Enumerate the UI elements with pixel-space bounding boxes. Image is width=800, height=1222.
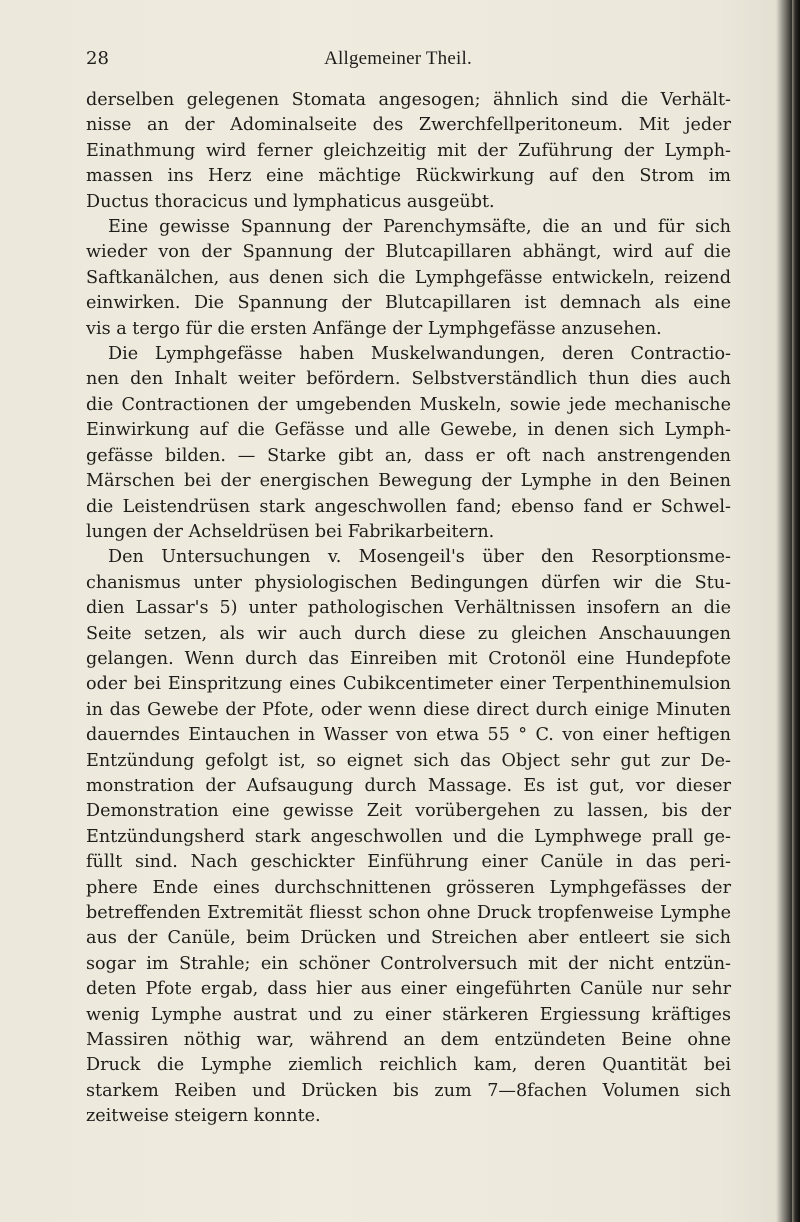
running-title: Allgemeiner Theil.: [324, 48, 472, 69]
text-line: sogar im Strahle; ein schöner Controlversuch mit der nicht entzün-: [86, 953, 731, 974]
text-line: in das Gewebe der Pfote, oder wenn diese direct durch einige Minuten: [86, 699, 731, 720]
text-line: nisse an der Adominalseite des Zwerchfellperitoneum. Mit jeder: [86, 115, 731, 136]
text-line: Einathmung wird ferner gleichzeitig mit der Zuführung der Lymph-: [86, 140, 731, 161]
text-line: lungen der Achseldrüsen bei Fabrikarbeitern.: [86, 521, 495, 542]
text-line: füllt sind. Nach geschickter Einführung einer Canüle in das peri-: [86, 852, 731, 873]
text-line: nen den Inhalt weiter befördern. Selbstverständlich thun dies auch: [86, 369, 731, 390]
body-text: [86, 88, 731, 1130]
page-number: 28: [86, 48, 109, 69]
text-line: derselben gelegenen Stomata angesogen; ähnlich sind die Verhält-: [86, 90, 731, 110]
text-line: Massiren nöthig war, während an dem entzündeten Beine ohne: [86, 1030, 731, 1051]
text-line: Demonstration eine gewisse Zeit vorübergehen zu lassen, bis der: [86, 801, 731, 822]
text-line: Druck die Lymphe ziemlich reichlich kam, deren Quantität bei: [86, 1055, 731, 1076]
text-line: Die Lymphgefässe haben Muskelwandungen, deren Contractio-: [108, 344, 731, 365]
text-line: betreffenden Extremität fliesst schon ohne Druck tropfenweise Lymphe: [86, 903, 731, 923]
text-line: wieder von der Spannung der Blutcapillaren abhängt, wird auf die: [86, 242, 731, 263]
text-line: Ductus thoracicus und lymphaticus ausgeübt.: [86, 191, 495, 212]
text-line: aus der Canüle, beim Drücken und Streichen aber entleert sie sich: [86, 928, 731, 949]
page-header: [86, 48, 710, 74]
text-line: Märschen bei der energischen Bewegung der Lymphe in den Beinen: [86, 471, 731, 492]
text-line: Entzündung gefolgt ist, so eignet sich das Object sehr gut zur De-: [86, 750, 731, 771]
text-line: deten Pfote ergab, dass hier aus einer eingeführten Canüle nur sehr: [86, 979, 731, 1000]
text-line: vis a tergo für die ersten Anfänge der Lymphgefässe anzusehen.: [86, 318, 662, 339]
text-line: Den Untersuchungen v. Mosengeil's über den Resorptionsme-: [108, 547, 731, 568]
text-line: oder bei Einspritzung eines Cubikcentimeter einer Terpenthinemulsion: [86, 674, 731, 695]
text-line: gelangen. Wenn durch das Einreiben mit Crotonöl eine Hundepfote: [86, 648, 731, 669]
text-line: starkem Reiben und Drücken bis zum 7—8fachen Volumen sich: [86, 1080, 731, 1101]
text-line: massen ins Herz eine mächtige Rückwirkung auf den Strom im: [86, 166, 731, 187]
text-line: chanismus unter physiologischen Bedingungen dürfen wir die Stu-: [86, 572, 731, 593]
text-line: die Contractionen der umgebenden Muskeln, sowie jede mechanische: [86, 394, 731, 415]
text-line: zeitweise steigern konnte.: [86, 1106, 321, 1127]
text-line: wenig Lymphe austrat und zu einer stärkeren Ergiessung kräftiges: [86, 1004, 731, 1025]
text-line: Seite setzen, als wir auch durch diese zu gleichen Anschauungen: [86, 623, 731, 644]
text-line: gefässe bilden. — Starke gibt an, dass er oft nach anstrengenden: [86, 445, 731, 466]
text-line: Entzündungsherd stark angeschwollen und die Lymphwege prall ge-: [86, 826, 731, 847]
text-line: einwirken. Die Spannung der Blutcapillaren ist demnach als eine: [86, 293, 731, 314]
text-line: die Leistendrüsen stark angeschwollen fand; ebenso fand er Schwel-: [86, 496, 731, 517]
page-edge-shadow: [792, 0, 800, 1222]
text-line: Eine gewisse Spannung der Parenchymsäfte, die an und für sich: [108, 217, 731, 238]
text-line: dien Lassar's 5) unter pathologischen Verhältnissen insofern an die: [86, 598, 731, 619]
text-line: phere Ende eines durchschnittenen grösseren Lymphgefässes der: [86, 877, 731, 898]
text-line: Einwirkung auf die Gefässe und alle Gewebe, in denen sich Lymph-: [86, 420, 731, 441]
text-line: monstration der Aufsaugung durch Massage. Es ist gut, vor dieser: [86, 775, 731, 796]
text-line: dauerndes Eintauchen in Wasser von etwa 55 ° C. von einer heftigen: [86, 725, 731, 746]
text-line: Saftkanälchen, aus denen sich die Lymphgefässe entwickeln, reizend: [86, 267, 731, 288]
